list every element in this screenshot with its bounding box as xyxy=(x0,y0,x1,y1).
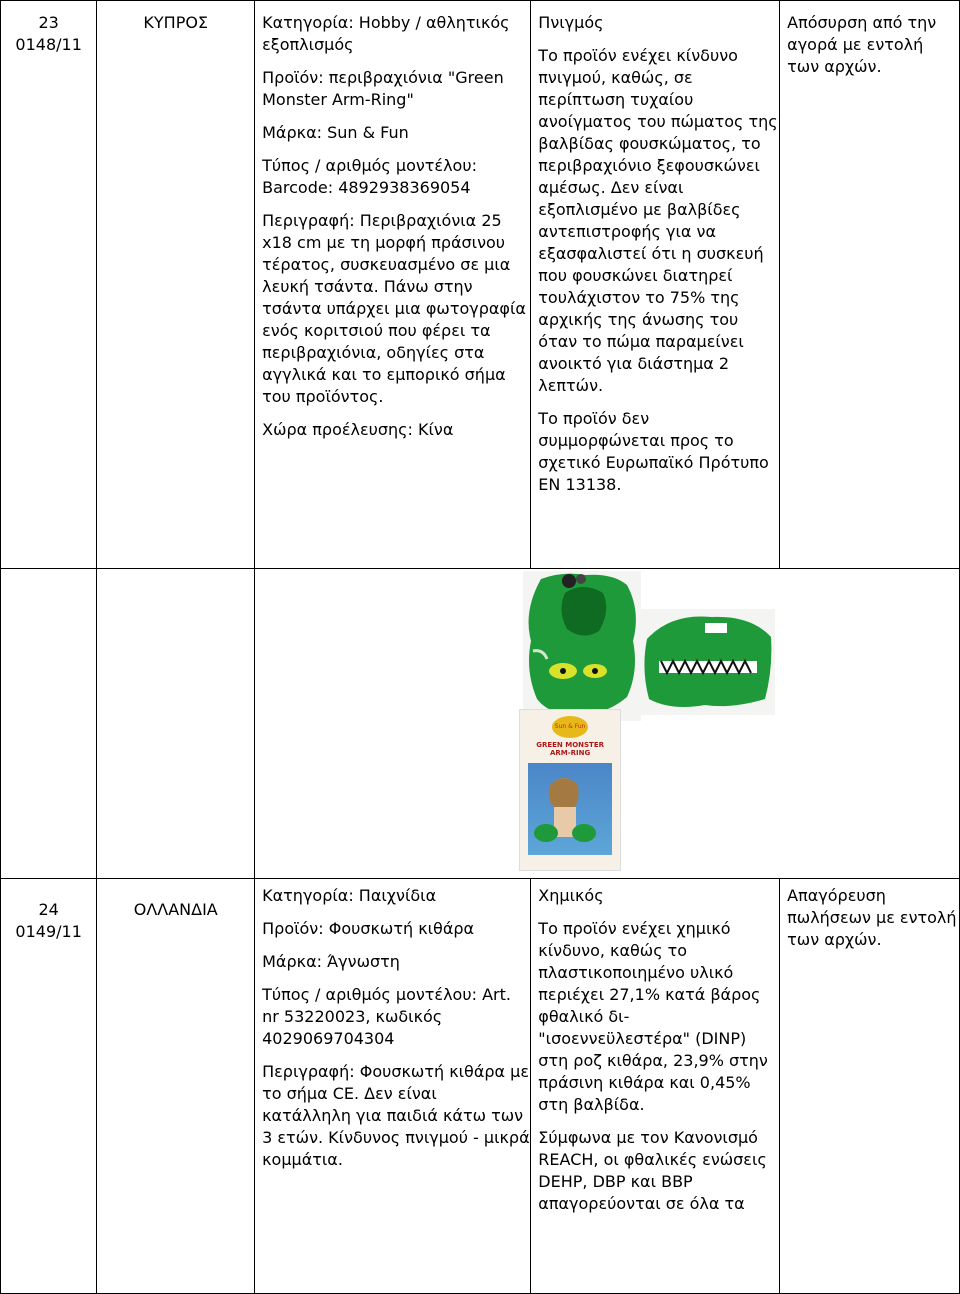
product-brand: Μάρκα: Sun & Fun xyxy=(262,123,409,142)
product-origin: Χώρα προέλευσης: Κίνα xyxy=(262,420,454,439)
risk-cell xyxy=(531,1,780,569)
table-row xyxy=(1,1,960,569)
measure: Απαγόρευση πωλήσεων με εντολή των αρχών. xyxy=(787,886,957,949)
risk-type: Πνιγμός xyxy=(538,13,604,32)
package-photo xyxy=(519,709,621,871)
product-category: Κατηγορία: Παιχνίδια xyxy=(262,886,437,905)
package-title: GREEN MONSTER ARM-RING xyxy=(536,741,604,757)
case-number: 23 xyxy=(38,13,59,32)
package-logo: Sun & Fun xyxy=(552,716,588,738)
armring-front-photo xyxy=(523,571,641,721)
measure-cell xyxy=(780,879,960,1294)
product-name: Προϊόν: περιβραχιόνια "Green Monster Arm-Ring" xyxy=(262,68,504,109)
country-cell xyxy=(97,1,255,569)
case-number-cell xyxy=(1,1,97,569)
risk-type: Χημικός xyxy=(538,886,604,905)
measure-cell xyxy=(780,1,960,569)
country: ΚΥΠΡΟΣ xyxy=(143,13,209,32)
case-number-cell xyxy=(1,879,97,1294)
country-cell xyxy=(97,879,255,1294)
risk-regulation: Σύμφωνα με τον Κανονισμό REACH, οι φθαλικές ενώσεις DEHP, DBP και BBP απαγορεύονται σε όλα τα xyxy=(538,1128,767,1213)
case-number: 24 xyxy=(38,900,59,919)
product-model: Τύπος / αριθμός μοντέλου: Art. nr 53220023, κωδικός 4029069704304 xyxy=(262,985,511,1048)
risk-cell xyxy=(531,879,780,1294)
product-category: Κατηγορία: Hobby / αθλητικός εξοπλισμός xyxy=(262,13,510,54)
product-brand: Μάρκα: Άγνωστη xyxy=(262,952,400,971)
package-photo-girl xyxy=(528,763,612,855)
product-description: Περιγραφή: Φουσκωτή κιθάρα με το σήμα CE. Δεν είναι κατάλληλη για παιδιά κάτω των 3 ετών. Κίνδυνος πνιγμού - μικρά κομμάτια. xyxy=(262,1062,530,1169)
risk-text: Το προϊόν ενέχει χημικό κίνδυνο, καθώς το πλαστικοποιημένο υλικό περιέχει 27,1% κατά βάρος φθαλικό δι-"ισοεννεϋλεστέρα" (DINP) στη ροζ κιθάρα, 23,9% στην πράσινη κιθάρα και 0,45% στη βαλβίδα. xyxy=(538,919,768,1114)
country: ΟΛΛΑΝΔΙΑ xyxy=(133,900,218,919)
girl-picture xyxy=(528,763,612,855)
product-description: Περιγραφή: Περιβραχιόνια 25 x18 cm με τη μορφή πράσινου τέρατος, συσκευασμένο σε μια λευκή τσάντα. Πάνω στην τσάντα υπάρχει μια φωτογραφία ενός κοριτσιού που φέρει τα περιβραχιόνια, οδηγίες στα αγγλικά και το εμπορικό σήμα του προϊόντος. xyxy=(262,211,526,406)
risk-standard: Το προϊόν δεν συμμορφώνεται προς το σχετικό Ευρωπαϊκό Πρότυπο EN 13138. xyxy=(538,409,769,494)
measure: Απόσυρση από την αγορά με εντολή των αρχών. xyxy=(787,13,937,76)
armring-side-photo xyxy=(641,609,775,715)
risk-text: Το προϊόν ενέχει κίνδυνο πνιγμού, καθώς, σε περίπτωση τυχαίου ανοίγματος του πώματος της βαλβίδας φουσκώματος, το περιβραχιόνιο ξεφουσκώνει αμέσως. Δεν είναι εξοπλισμένο με βαλβίδες αντεπιστροφής για να εξασφαλιστεί ότι η συσκευή που φουσκώνει διατηρεί τουλάχιστον το 75% της αρχικής της άνωσης του όταν το πώμα παραμείνει ανοικτό για διάστημα 2 λεπτών. xyxy=(538,46,778,395)
image-row xyxy=(1,569,960,879)
product-name: Προϊόν: Φουσκωτή κιθάρα xyxy=(262,919,475,938)
table-row xyxy=(1,879,960,1294)
product-cell xyxy=(255,1,531,569)
case-code: 0149/11 xyxy=(15,922,82,941)
product-model: Τύπος / αριθμός μοντέλου: Barcode: 4892938369054 xyxy=(262,156,477,197)
product-cell xyxy=(255,879,531,1294)
case-code: 0148/11 xyxy=(15,35,82,54)
